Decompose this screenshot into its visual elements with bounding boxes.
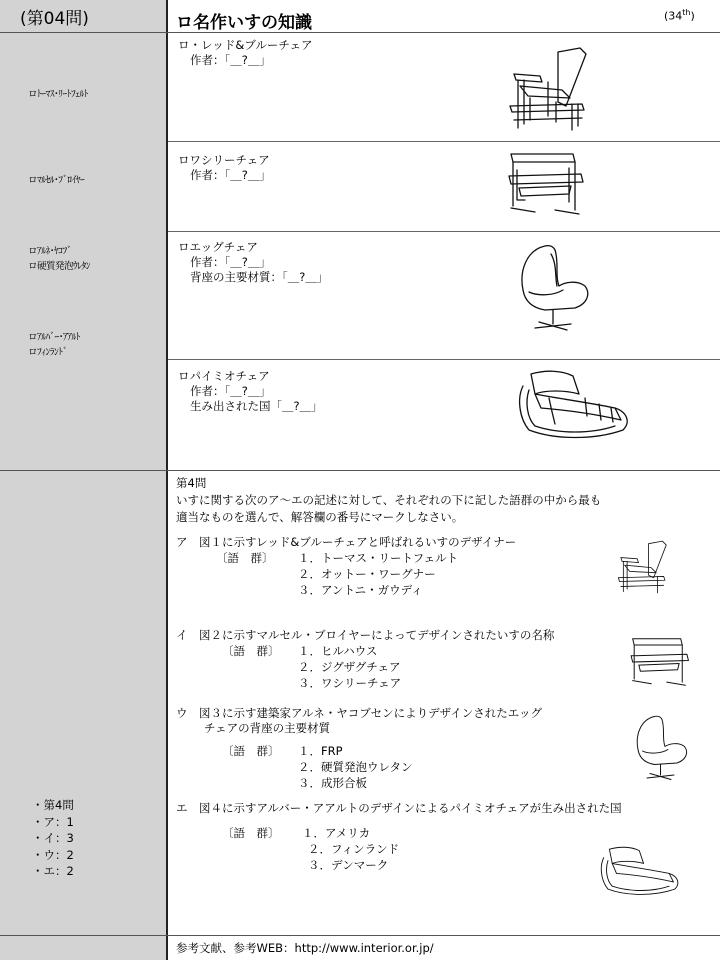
sidebar-item: ロﾌｨﾝﾗﾝﾄﾞ [28,347,68,358]
sidebar-item: ロﾏﾙｾﾙ･ﾌﾞﾛｲﾔｰ [28,175,85,186]
sidebar-item: ロ硬質発泡ｳﾚﾀﾝ [28,261,91,272]
answer-item: ・イ：3 [32,831,74,845]
egg-chair-small-icon [632,708,692,788]
red-blue-chair-small-icon [612,532,670,602]
chair-name: ロパイミオチェア [178,369,270,383]
option: ３．成形合板 [298,776,367,790]
option: １．ヒルハウス [298,644,378,658]
footer-divider [0,935,720,936]
question-heading: 第4問 [176,476,207,490]
chair-name: ロエッグチェア [178,240,258,254]
paimio-chair-icon [515,368,633,444]
answer-item: ・ウ：2 [32,847,74,862]
question-item: ウ 図３に示す建築家アルネ・ヤコブセンによりデザインされたエッグ [176,706,543,720]
option: ２．硬質発泡ウレタン [298,760,413,774]
answer-heading: ・第4問 [32,798,74,812]
page-number [664,8,695,23]
page-number-close: ) [690,9,695,23]
question-intro: 適当なものを選んで、解答欄の番号にマークしなさい。 [176,510,464,524]
header-divider [0,32,720,33]
answer-item: ・ア：1 [32,814,74,829]
wassily-chair-icon [505,150,585,218]
chair-detail: 作者：「＿?＿」 [190,384,271,398]
option: ３．デンマーク [308,858,389,872]
question-item-cont: チェアの背座の主要材質 [204,721,331,735]
word-group-label: 〔語 群〕 [222,826,280,840]
chair-detail: 作者：「＿?＿」 [190,53,271,67]
chair-detail: 作者：「＿?＿」 [190,255,271,269]
option: １．アメリカ [302,826,371,840]
chair-detail: 生み出された国「＿?＿」 [190,399,323,413]
option: １．トーマス・リートフェルト [298,551,459,565]
option: ２．オットー・ワーグナー [298,567,436,581]
question-item: エ 図４に示すアルバー・アアルトのデザインによるパイミオチェアが生み出された国 [176,801,622,815]
word-group-label: 〔語 群〕 [216,551,274,565]
option: ３．ワシリーチェア [298,676,402,690]
section-divider [0,470,720,471]
option: ３．アントニ・ガウディ [298,583,423,597]
chair-detail: 作者：「＿?＿」 [190,168,271,182]
word-group-label: 〔語 群〕 [222,644,280,658]
sidebar-item: ロｱﾙﾊﾞｰ･ｱｱﾙﾄ [28,332,81,343]
option: １．FRP [298,744,343,758]
footer-reference: 参考文献、参考WEB：http://www.interior.or.jp/ [176,941,434,955]
egg-chair-icon [515,240,595,336]
wassily-chair-small-icon [628,634,690,690]
paimio-chair-small-icon [598,844,682,900]
sidebar-item: ロﾄｰﾏｽ･ﾘｰﾄﾌｪﾙﾄ [28,89,89,100]
word-group-label: 〔語 群〕 [222,744,280,758]
chair-name: ロ・レッド&ブルーチェア [178,38,313,52]
answer-item: ・エ：2 [32,864,74,878]
page-number-suffix: th [682,8,691,17]
page-number-value: (34 [664,9,683,23]
sidebar-panel [0,0,166,960]
question-intro: いすに関する次のア～エの記述に対して、それぞれの下に記した語群の中から最も [176,493,602,507]
question-item: イ 図２に示すマルセル・ブロイヤーによってデザインされたいすの名称 [176,628,555,642]
chair-detail: 背座の主要材質：「＿?＿」 [190,270,329,284]
question-number: (第04問) [20,9,89,29]
question-item: ア 図１に示すレッド&ブルーチェアと呼ばれるいすのデザイナー [176,535,517,549]
option: ２．ジグザグチェア [298,660,401,674]
answer-list [32,797,74,880]
row-divider [168,231,720,232]
row-divider [168,359,720,360]
page-title: ロ名作いすの知識 [176,13,312,33]
red-blue-chair-icon [500,46,592,132]
option: ２．フィンランド [308,842,400,856]
column-divider [166,0,168,960]
sidebar-item: ロｱﾙﾈ･ﾔｺﾌﾞ [28,246,72,257]
chair-name: ロワシリーチェア [178,153,270,167]
row-divider [168,141,720,142]
